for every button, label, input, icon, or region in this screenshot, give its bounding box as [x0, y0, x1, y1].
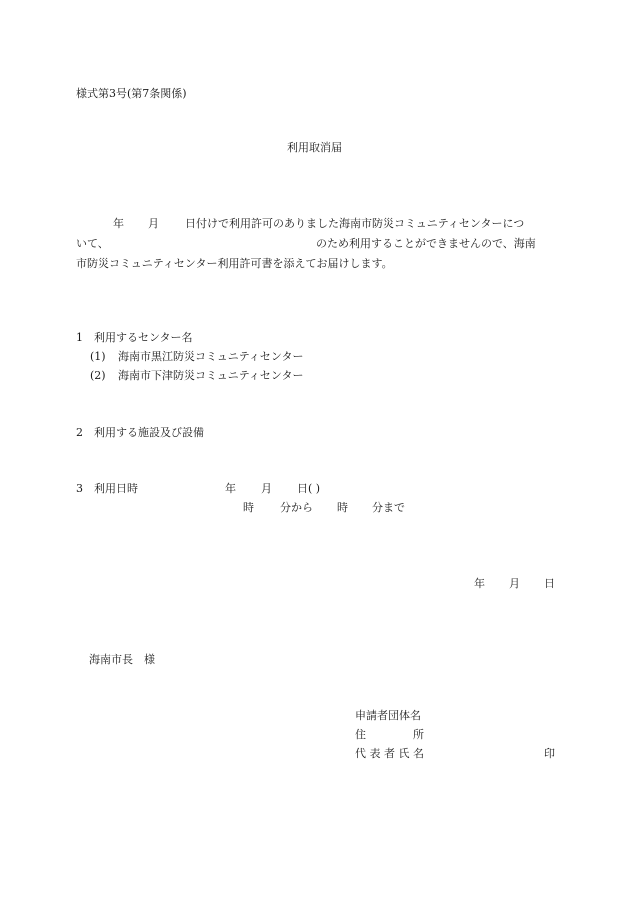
- date-month: 月: [509, 577, 520, 590]
- datetime-hour-from: 時: [243, 501, 254, 514]
- option-1-mark: (1): [90, 350, 106, 363]
- seal-mark: 印: [544, 747, 555, 760]
- section-2-number: 2: [76, 426, 83, 439]
- option-2-mark: (2): [90, 369, 106, 382]
- form-number: 様式第3号(第7条関係): [76, 87, 187, 100]
- body-line1-rest: 日付けで利用許可のありました海南市防災コミュニティセンターにつ: [185, 217, 525, 230]
- applicant-address-label-2: 所: [413, 728, 424, 741]
- option-1-text: 海南市黒江防災コミュニティセンター: [118, 350, 304, 363]
- section-3-number: 3: [76, 482, 83, 495]
- datetime-minute-from: 分から: [280, 501, 313, 514]
- datetime-month: 月: [261, 482, 272, 495]
- datetime-hour-until: 時: [337, 501, 348, 514]
- section-1-label: 利用するセンター名: [94, 331, 193, 344]
- applicant-representative-label: 代 表 者 氏 名: [355, 747, 424, 760]
- datetime-year: 年: [225, 482, 236, 495]
- addressee: 海南市長 様: [89, 653, 155, 666]
- applicant-address-label-1: 住: [355, 728, 366, 741]
- section-2-label: 利用する施設及び設備: [94, 426, 204, 439]
- body-line2-end: のため利用することができませんので、海南: [316, 237, 536, 250]
- option-2-text: 海南市下津防災コミュニティセンター: [118, 369, 304, 382]
- section-3-label: 利用日時: [94, 482, 138, 495]
- document-title: 利用取消届: [287, 141, 342, 154]
- body-month: 月: [148, 217, 159, 230]
- date-year: 年: [474, 577, 485, 590]
- datetime-day: 日( ): [297, 482, 321, 495]
- body-line2-start: いて、: [76, 237, 109, 250]
- datetime-minute-until: 分まで: [372, 501, 405, 514]
- body-line3: 市防災コミュニティセンター利用許可書を添えてお届けします。: [76, 257, 393, 270]
- section-1-number: 1: [76, 331, 83, 344]
- applicant-group-name-label: 申請者団体名: [355, 709, 421, 722]
- body-year: 年: [113, 217, 124, 230]
- date-day: 日: [544, 577, 555, 590]
